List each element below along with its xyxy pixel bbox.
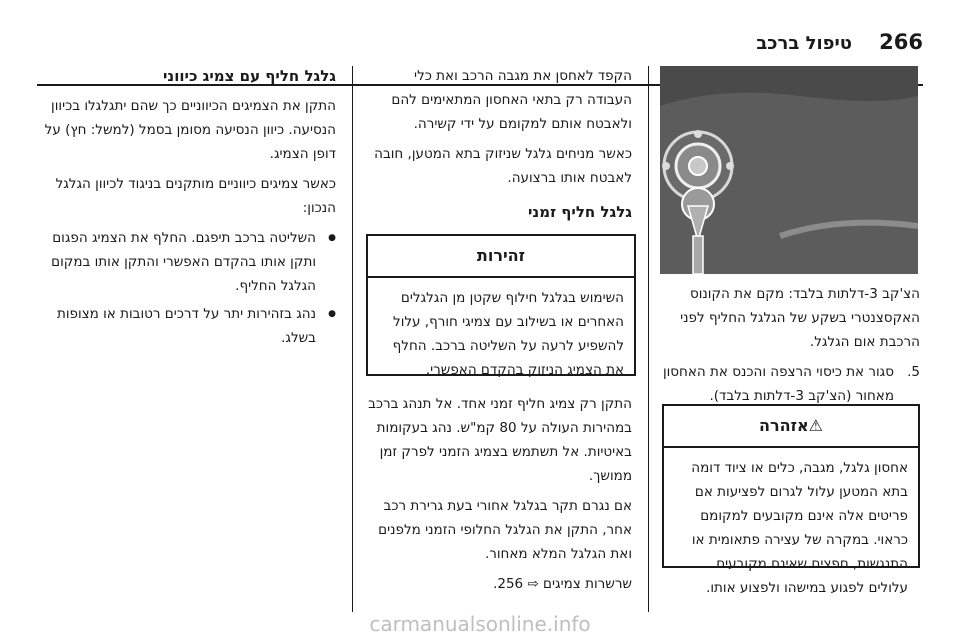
- right-column: [662, 282, 920, 408]
- page-title: טיפול ברכב: [756, 33, 852, 54]
- middle-column: [366, 64, 632, 196]
- paragraph-sub: כאשר צמיגים כיווניים מותקנים בניגוד לכיוון הגלגל הנכון:: [55, 176, 336, 216]
- middle-heading-block: [366, 200, 632, 230]
- warning-triangle-icon: ⚠: [808, 416, 823, 435]
- paragraph-intro: התקן את הצמיגים הכיווניים כך שהם יתגלגלו בכיוון הנסיעה. כיוון הנסיעה מסומן בסמל (למשל: חץ) על דופן הצמיג.: [44, 98, 336, 162]
- warning-title: אזהרה: [758, 416, 809, 435]
- step-item: [662, 360, 920, 408]
- bullet-item: ● השליטה ברכב תיפגם. החלף את הצמיג הפגום ותקן אותו בהקדם האפשרי והתקן אותו במקום הגלגל החליף.: [40, 226, 336, 298]
- bullet-list: [40, 226, 336, 350]
- caution-body: השימוש בגלגל חילוף שקטן מן הגלגלים האחרים או בשילוב עם צמיגי חורף, עלול להשפיע לרעה על השליטה ברכב. החלף את הצמיג הניזוק בהקדם האפשרי.: [392, 290, 624, 378]
- site-watermark: carmanualsonline.info: [369, 612, 591, 636]
- column-divider-left: [352, 66, 353, 612]
- spare-wheel-illustration: [660, 66, 918, 274]
- column-divider-right: [648, 66, 649, 612]
- step-number: 5.: [907, 364, 920, 380]
- figure-caption: הצ'קב 3-דלתות בלבד: מקם את הקונוס האקסצנטרי בשקע של הגלגל החליף לפני הרכבת אום הגלגל.: [680, 286, 920, 350]
- paragraph-chains-ref: שרשרות צמיגים ⇨ 256.: [493, 576, 632, 592]
- paragraph-storage: הקפד לאחסן את מגבה הרכב ואת כלי העבודה רק בתאי האחסון המתאימים להם ולאבטח אותם למקומם על ידי קשירה.: [391, 68, 632, 132]
- warning-header: [664, 406, 918, 448]
- page-header: [0, 30, 960, 56]
- caution-title: זהירות: [368, 236, 634, 278]
- paragraph-speed: התקן רק צמיג חליף זמני אחד. אל תנהג ברכב במהירות העולה על 80 קמ"ש. נהג בעקומות באיטיות. אל תשתמש בצמיג הזמני לפרק זמן ממושך.: [368, 396, 632, 484]
- paragraph-strap: כאשר מניחים גלגל שניזוק בתא המטען, חובה לאבטח אותו ברצועה.: [374, 146, 632, 186]
- middle-lower-text: [366, 392, 632, 602]
- warning-box: [662, 404, 920, 596]
- section-heading-temporary: גלגל חליף זמני: [528, 203, 632, 221]
- section-heading-directional: גלגל חליף עם צמיג כיווני: [163, 67, 336, 85]
- step-text: סגור את כיסוי הרצפה והכנס את האחסון מאחור (הצ'קב 3-דלתות בלבד).: [662, 364, 894, 404]
- spare-wheel-photo: [660, 66, 918, 274]
- left-column: [40, 64, 336, 354]
- page-number: 266: [879, 30, 923, 54]
- bullet-item: ● נהג בזהירות יתר על דרכים רטובות או מצופות בשלג.: [40, 302, 336, 350]
- warning-body: אחסון גלגל, מגבה, כלים או ציוד דומה בתא המטען עלול לגרום לפציעות אם פריטים אלה אינם מקובעים למקומם כראוי. במקרה של עצירה פתאומית או התנגשות, חפצים שאינם מקובעים עלולים לפגוע במישהו ולפצוע אותו.: [691, 460, 908, 596]
- paragraph-towing: אם נגרם תקר בגלגל אחורי בעת גרירת רכב אחר, התקן את הגלגל החלופי הזמני מלפנים ואת הגלגל המלא מאחור.: [378, 498, 632, 562]
- caution-box: [366, 234, 636, 376]
